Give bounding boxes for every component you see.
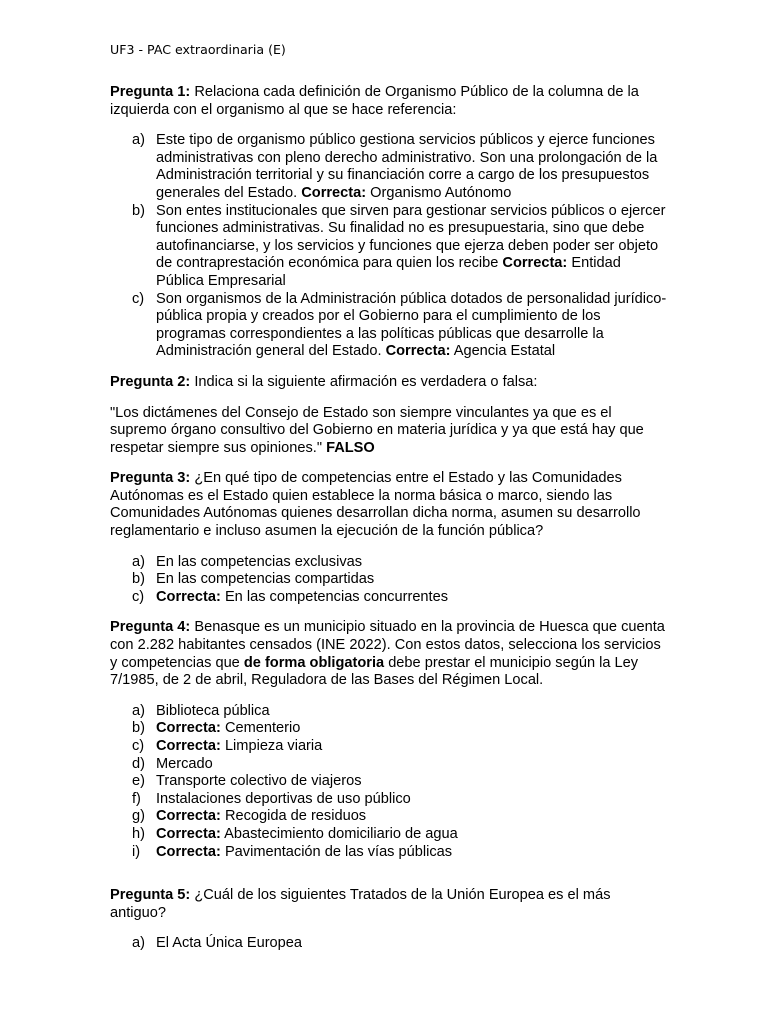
option-text: Son organismos de la Administración pública dotados de personalidad jurídico-pública propia y creados por el Gobierno para el cumplimiento de los programas correspondientes a las políticas públicas que desarrolle la Administración general del Estado. (156, 290, 667, 360)
correct-label: Correcta: (156, 825, 221, 842)
list-marker: a) (132, 702, 145, 719)
list-marker: a) (132, 553, 145, 570)
correct-label: Correcta: (156, 588, 221, 605)
list-marker: f) (132, 790, 141, 807)
question-5-text: ¿Cuál de los siguientes Tratados de la Unión Europea es el más antiguo? (110, 887, 611, 921)
list-item (110, 935, 670, 953)
question-5-options (110, 935, 670, 953)
option-text: Cementerio (220, 720, 301, 737)
list-item (110, 756, 670, 774)
list-item (110, 132, 670, 202)
option-text: Son entes institucionales que sirven para gestionar servicios públicos o ejercer funciones administrativas. Su finalidad no es presupuestaria, sino que debe autofinanciarse, y los servicios y funciones que ejerza deben poder ser objeto de contraprestación económica para quien los recibe (156, 202, 666, 272)
question-4 (110, 619, 670, 689)
list-item (110, 291, 670, 361)
option-text: En las competencias concurrentes (220, 588, 449, 605)
list-marker: d) (132, 755, 145, 772)
list-item (110, 589, 670, 607)
question-2-statement (110, 405, 670, 458)
correct-label: Correcta: (156, 843, 221, 860)
question-4-title: Pregunta 4: (110, 619, 191, 636)
correct-answer: Entidad Pública Empresarial (156, 255, 621, 289)
list-marker: g) (132, 808, 145, 825)
correct-label: Correcta: (156, 808, 221, 825)
option-text: Pavimentación de las vías públicas (220, 843, 453, 860)
list-item (110, 203, 670, 291)
option-text: Mercado (156, 755, 213, 772)
list-marker: c) (132, 290, 145, 307)
document-body (110, 84, 670, 966)
question-5-title: Pregunta 5: (110, 887, 191, 904)
question-2-title: Pregunta 2: (110, 373, 191, 390)
document-header: UF3 - PAC extraordinaria (E) (110, 42, 286, 57)
list-item (110, 808, 670, 826)
option-text: Abastecimiento domiciliario de agua (220, 825, 458, 842)
list-marker: e) (132, 773, 145, 790)
question-4-text-end: debe prestar el municipio según la Ley 7/1985, de 2 de abril, Reguladora de las Bases del Régimen Local. (110, 654, 639, 689)
question-3-options (110, 554, 670, 607)
question-4-options (110, 703, 670, 861)
list-item (110, 720, 670, 738)
question-4-text: Benasque es un municipio situado en la provincia de Huesca que cuenta con 2.282 habitantes censados (INE 2022). Con estos datos, selecciona los servicios y competencias que (110, 619, 665, 671)
correct-label: Correcta: (301, 184, 367, 201)
option-text: El Acta Única Europea (156, 935, 303, 952)
option-text: Transporte colectivo de viajeros (156, 773, 362, 790)
question-1-title: Pregunta 1: (110, 84, 191, 100)
option-text: En las competencias exclusivas (156, 553, 363, 570)
list-marker: c) (132, 738, 145, 754)
question-3-text: ¿En qué tipo de competencias entre el Estado y las Comunidades Autónomas es el Estado quien establece la norma básica o marco, siendo las Comunidades Autónomas quienes desarrollan dicha norma, asumen su desarrollo reglamentario e incluso asumen la ejecución de la función pública? (110, 470, 641, 540)
list-item (110, 554, 670, 572)
option-text: Recogida de residuos (220, 808, 367, 825)
question-1 (110, 84, 670, 119)
list-item (110, 773, 670, 791)
question-2 (110, 374, 670, 392)
correct-answer: Organismo Autónomo (366, 184, 512, 201)
correct-label: Correcta: (156, 720, 221, 737)
question-1-text: Relaciona cada definición de Organismo Público de la columna de la izquierda con el organismo al que se hace referencia: (110, 84, 639, 118)
statement-answer: FALSO (326, 439, 375, 456)
option-text: En las competencias compartidas (156, 571, 375, 588)
question-1-options (110, 132, 670, 361)
correct-label: Correcta: (385, 343, 451, 360)
question-3-title: Pregunta 3: (110, 470, 191, 487)
list-marker: a) (132, 132, 145, 149)
option-text: Limpieza viaria (220, 738, 323, 754)
option-text: Biblioteca pública (156, 702, 270, 719)
list-marker: b) (132, 571, 145, 588)
list-marker: b) (132, 720, 145, 737)
list-item (110, 571, 670, 589)
list-item (110, 826, 670, 844)
list-item (110, 703, 670, 721)
list-item (110, 844, 670, 862)
correct-answer: Agencia Estatal (450, 343, 556, 360)
question-3 (110, 470, 670, 540)
list-marker: b) (132, 202, 145, 219)
question-5 (110, 887, 670, 922)
option-text: Este tipo de organismo público gestiona servicios públicos y ejerce funciones administrativas con pleno derecho administrativo. Son una prolongación de la Administración territorial y su financiación corre a cargo de los presupuestos generales del Estado. (156, 132, 658, 201)
list-item (110, 791, 670, 809)
correct-label: Correcta: (156, 738, 221, 754)
question-2-text: Indica si la siguiente afirmación es verdadera o falsa: (194, 373, 538, 390)
list-marker: i) (132, 843, 141, 860)
list-item (110, 738, 670, 756)
option-text: Instalaciones deportivas de uso público (156, 790, 411, 807)
list-marker: a) (132, 935, 145, 952)
question-4-emphasis: de forma obligatoria (243, 654, 385, 671)
correct-label: Correcta: (502, 255, 568, 272)
statement-text: "Los dictámenes del Consejo de Estado son siempre vinculantes ya que es el supremo órgano consultivo del Gobierno en materia jurídica y ya que está hay que respetar siempre sus opiniones." (110, 404, 644, 456)
list-marker: c) (132, 588, 145, 605)
list-marker: h) (132, 825, 145, 842)
